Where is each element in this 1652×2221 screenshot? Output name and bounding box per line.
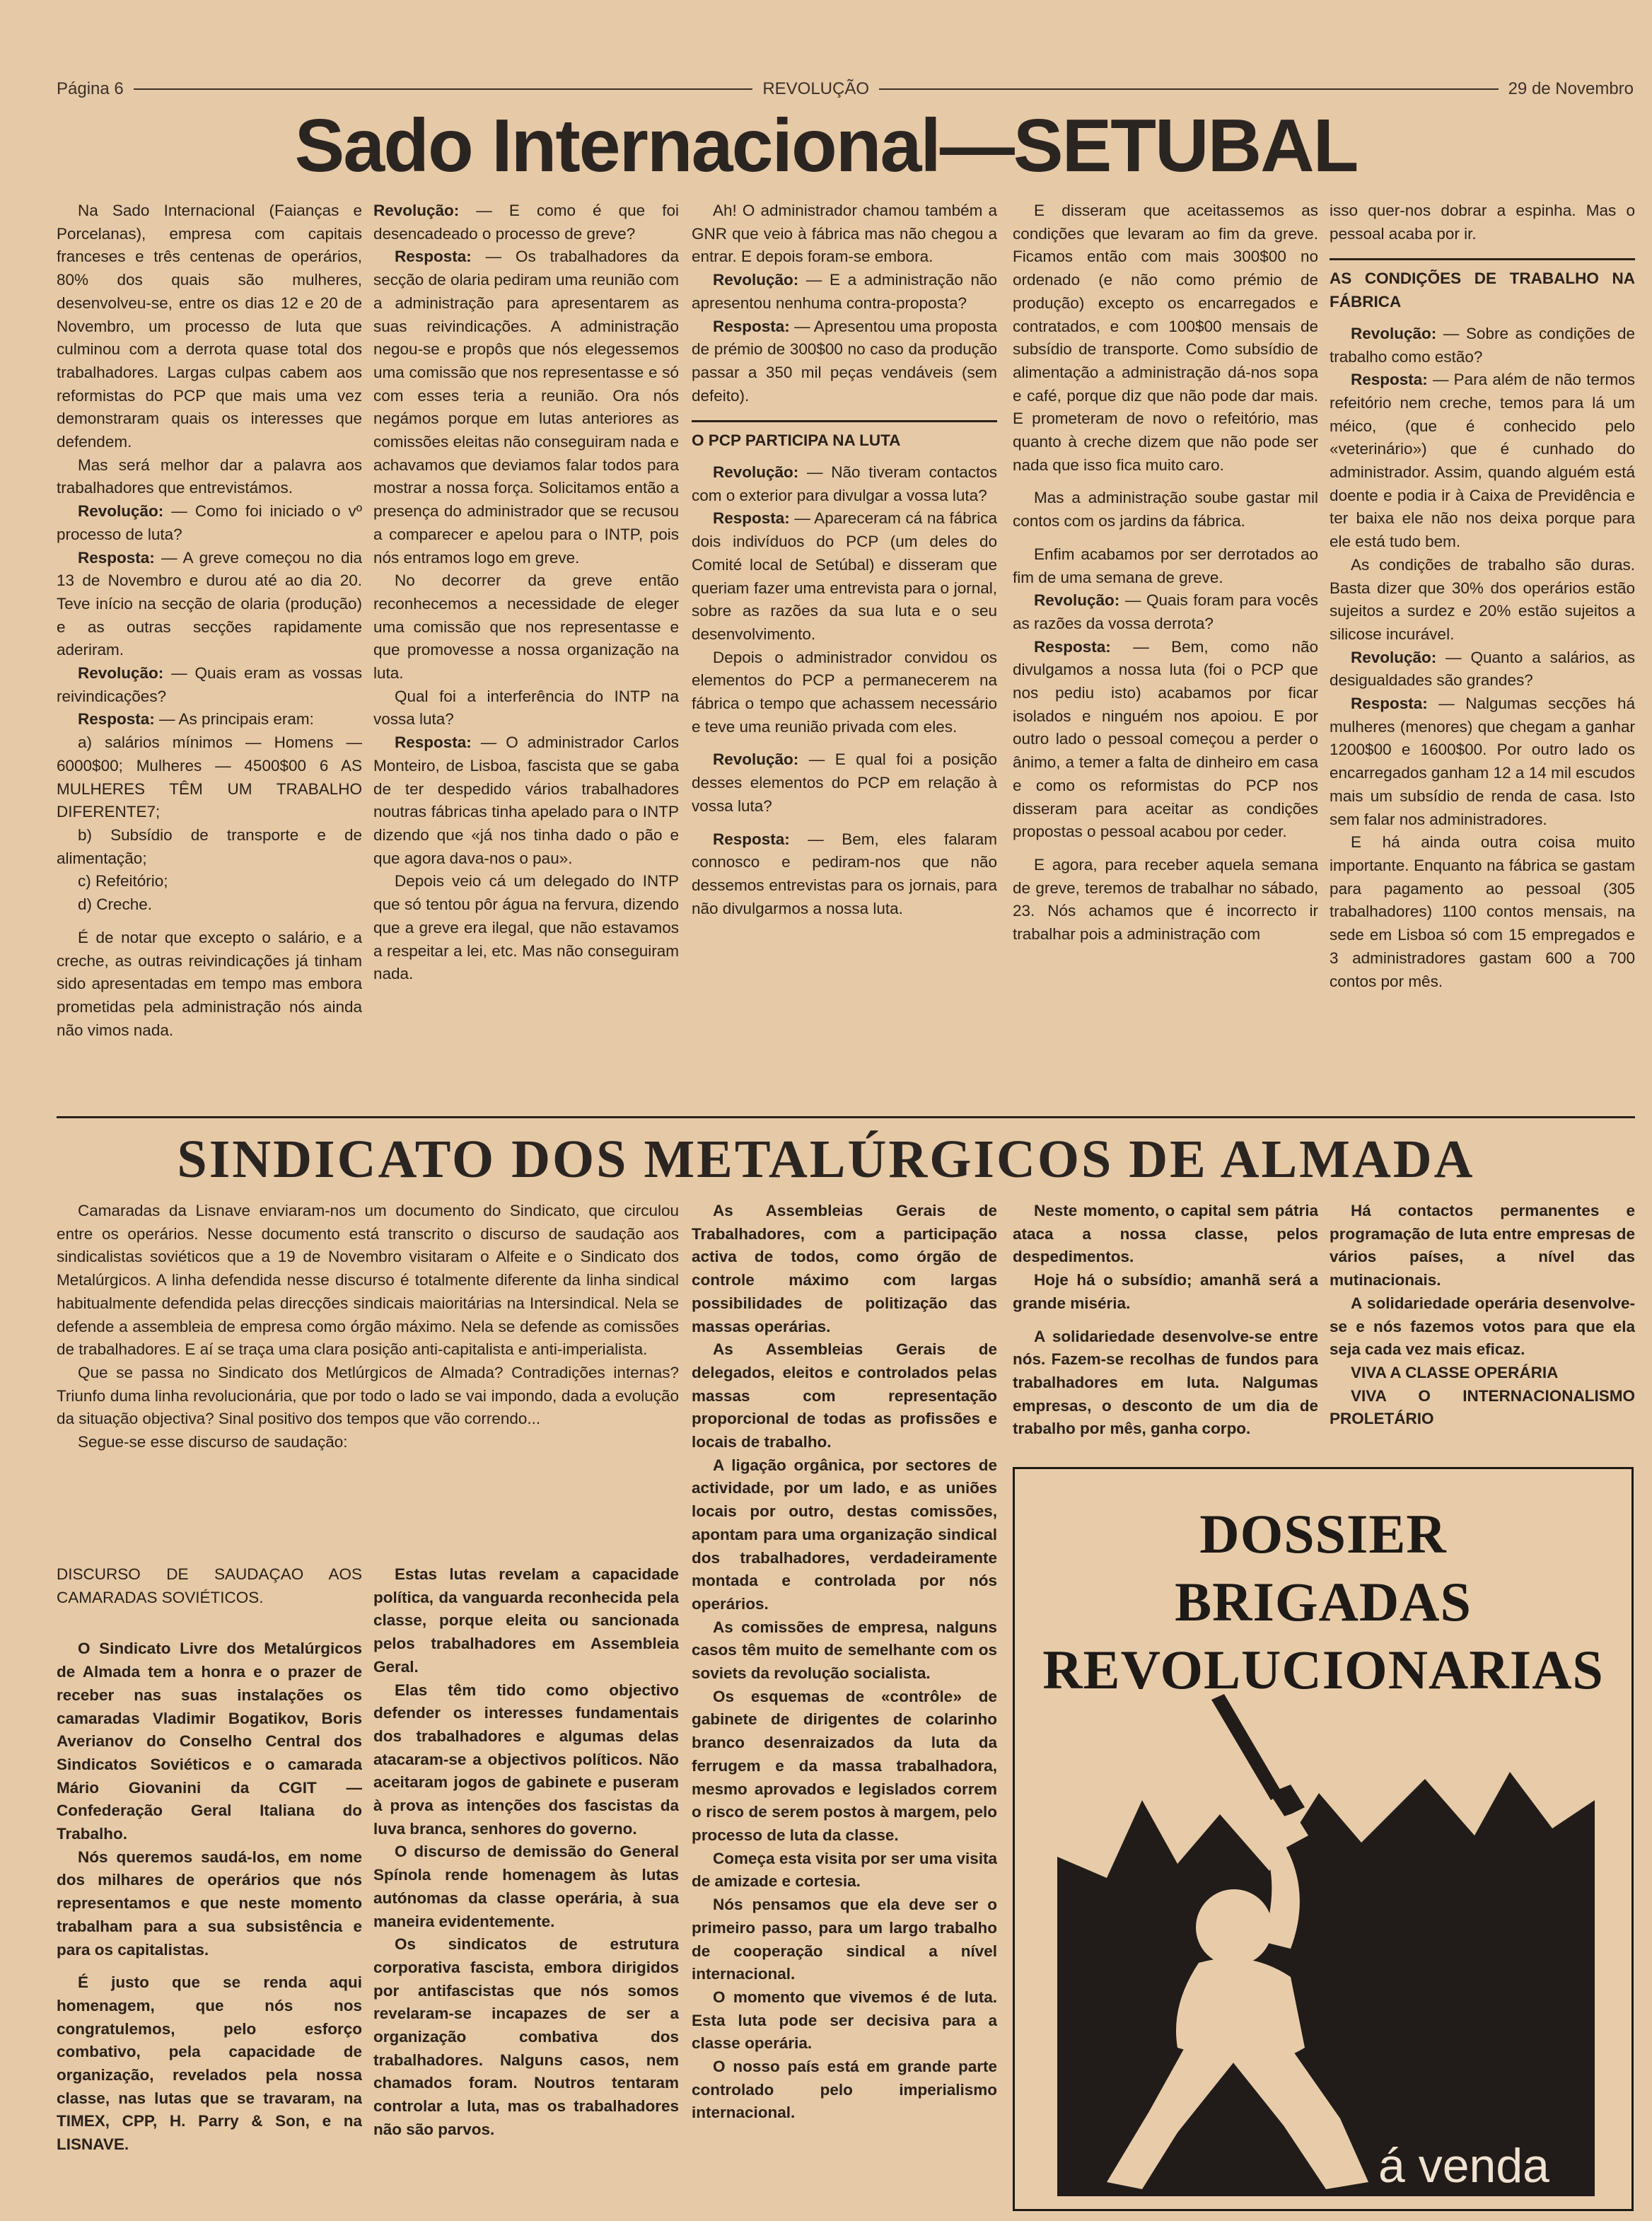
page-number: Página 6 bbox=[57, 79, 124, 98]
paragraph: Resposta: — As principais eram: bbox=[78, 710, 314, 729]
paragraph: Revolução: — Não tiveram contactos com o exterior para divulgar a vossa luta? bbox=[692, 463, 997, 504]
paragraph: Neste momento, o capital sem pátria ataca a nossa classe, pelos despedimentos. bbox=[1013, 1202, 1318, 1266]
article1-column-5 bbox=[1330, 199, 1635, 1112]
speech-title: DISCURSO DE SAUDAÇAO AOS CAMARADAS SOVIÉTICOS. bbox=[57, 1565, 362, 1606]
paragraph: No decorrer da greve então reconhecemos a necessidade de eleger uma comissão que nos representasse e que promovesse a nossa organização na luta. bbox=[373, 572, 679, 683]
paragraph: Depois veio cá um delegado do INTP que só tentou pôr água na fervura, dizendo que a greve era ilegal, que não estavamos a respeitar a lei, etc. Mas não conseguiram nada. bbox=[373, 872, 679, 983]
paragraph: Revolução: — Quais foram para vocês as razões da vossa derrota? bbox=[1013, 591, 1318, 632]
advert-footer: á venda bbox=[1378, 2139, 1549, 2193]
paragraph: Mas será melhor dar a palavra aos trabalhadores que entrevistámos. bbox=[57, 456, 362, 497]
article1-headline: Sado Internacional—SETUBAL bbox=[294, 104, 1358, 187]
paragraph: Ah! O administrador chamou também a GNR que veio à fábrica mas não chegou a entrar. E depois foram-se embora. bbox=[692, 202, 997, 266]
article2-column-3 bbox=[692, 1200, 997, 2186]
paragraph: Nós queremos saudá-los, em nome dos milhares de operários que nós representamos e que neste momento trabalham para a sua subsistência e para os capitalistas. bbox=[57, 1848, 362, 1959]
paragraph: Revolução: — Sobre as condições de trabalho como estão? bbox=[1330, 324, 1635, 366]
article1-column-1 bbox=[57, 199, 362, 1112]
paragraph: d) Creche. bbox=[78, 895, 153, 914]
advert-title-line: DOSSIER bbox=[1199, 1503, 1447, 1565]
paragraph: Nós pensamos que ela deve ser o primeiro passo, para um largo trabalho de cooperação sindical a nível internacional. bbox=[692, 1896, 997, 1983]
paragraph: Camaradas da Lisnave enviaram-nos um documento do Sindicato, que circulou entre os operários. Nesse documento está transcrito o discurso de saudação aos sindicalistas soviéticos que a 19 de Novembro visitaram o Alfeite e o Sindicato dos Metalúrgicos. A linha defendida nesse discurso é totalmente diferente da linha sindical habitualmente defendida pelas direcções sindicais maioritárias na Intersindical. Nela se defende a assembleia de empresa como órgão máximo. Nela se defende as comissões de trabalhadores. E aí se traça uma clara posição anti-capitalista e anti-imperialista. bbox=[57, 1202, 679, 1359]
paragraph: Há contactos permanentes e programação de luta entre empresas de vários países, a nível das mutinacionais. bbox=[1330, 1202, 1635, 1289]
paragraph: E agora, para receber aquela semana de greve, teremos de trabalhar no sábado, 23. Nós achamos que é incorrecto ir trabalhar pois a administração com bbox=[1013, 855, 1318, 944]
paragraph: É justo que se renda aqui homenagem, que nós nos congratulemos, pelo esforço combativo, pela capacidade de organização, revelados pela nossa classe, nas lutas que se travaram, na TIMEX, CPP, H. Parry & Son, e na LISNAVE. bbox=[57, 1973, 362, 2154]
paragraph: Depois o administrador convidou os elementos do PCP a permanecerem na fábrica o tempo que achassem necessário e teve uma reunião privada com eles. bbox=[692, 648, 997, 736]
paragraph: Resposta: — Bem, como não divulgamos a nossa luta (foi o PCP que nos pediu isto) acabamos por ficar isolados e ninguém nos apoiou. E por outro lado o pessoal começou a perder o ânimo, a temer a falta de dinheiro em casa e como os reformistas do PCP nos disseram para aceitar as condições propostas o pessoal acabou por ceder. bbox=[1013, 637, 1318, 841]
paragraph: isso quer-nos dobrar a espinha. Mas o pessoal acaba por ir. bbox=[1330, 202, 1635, 243]
paragraph: E há ainda outra coisa muito importante. Enquanto na fábrica se gastam para pagamento ao pessoal (305 trabalhadores) 1100 contos mensais, na sede em Lisboa só com 15 empregados e 3 administradores gastam 600 a 700 contos por mês. bbox=[1330, 833, 1635, 990]
article2-column-4 bbox=[1013, 1200, 1318, 1454]
paragraph: É de notar que excepto o salário, e a creche, as outras reivindicações já tinham sido apresentadas em tempo mas embora prometidas pela administração nós ainda não vimos nada. bbox=[57, 928, 362, 1039]
paragraph: Qual foi a interferência do INTP na vossa luta? bbox=[373, 687, 679, 729]
advert-title-line: REVOLUCIONARIAS bbox=[1042, 1639, 1604, 1700]
paragraph: Resposta: — A greve começou no dia 13 de Novembro e durou até ao dia 20. Teve início na secção de olaria (produção) e as outras secções rapidamente aderiram. bbox=[57, 548, 362, 659]
paragraph: Elas têm tido como objectivo defender os interesses fundamentais dos trabalhadores e algumas delas atacaram-se a objectivos políticos. Não aceitaram jogos de gabinete e puseram à prova as intenções dos fascistas da luva branca, senhores do governo. bbox=[373, 1681, 679, 1838]
advert-title bbox=[1015, 1500, 1631, 1704]
slogan: VIVA O INTERNACIONALISMO PROLETÁRIO bbox=[1330, 1386, 1635, 1428]
paragraph: O discurso de demissão do General Spínola rende homenagem às lutas autónomas da classe operária, à sua maneira evidentemente. bbox=[373, 1843, 679, 1930]
paragraph: Segue-se esse discurso de saudação: bbox=[78, 1433, 348, 1451]
masthead-rule-left bbox=[134, 88, 753, 90]
paragraph: A solidariedade desenvolve-se entre nós. Fazem-se recolhas de fundos para trabalhadores em luta. Nalgumas empresas, o desconto de um dia de trabalho por mês, ganha corpo. bbox=[1013, 1327, 1318, 1438]
paragraph: Hoje há o subsídio; amanhã será a grande miséria. bbox=[1013, 1271, 1318, 1312]
paragraph: Revolução: — Quanto a salários, as desigualdades são grandes? bbox=[1330, 648, 1635, 690]
paragraph: Resposta: — Apresentou uma proposta de prémio de 300$00 no caso da produção passar a 350 mil peças vendáveis (sem defeito). bbox=[692, 317, 997, 405]
masthead-rule-right bbox=[879, 88, 1499, 90]
paragraph: Revolução: — Quais eram as vossas reivindicações? bbox=[57, 664, 362, 705]
article1-column-4 bbox=[1013, 199, 1318, 1112]
paragraph: Os esquemas de «contrôle» de gabinete de dirigentes de colarinho branco desenraizados da luta da ferrugem e da massa trabalhadora, mesmo aprovados e legislados correm o risco de serem postos à margem, pelo processo de luta da classe. bbox=[692, 1687, 997, 1844]
paragraph: As condições de trabalho são duras. Basta dizer que 30% dos operários estão sujeitos a surdez e 20% estão sujeitos a silicose incurável. bbox=[1330, 555, 1635, 643]
paragraph: Resposta: — Bem, eles falaram connosco e pediram-nos que não dessemos entrevistas para os jornais, para não divulgarmos a nossa luta. bbox=[692, 830, 997, 917]
article2-column-2 bbox=[373, 1563, 679, 2186]
advert-title-line: BRIGADAS bbox=[1175, 1571, 1472, 1633]
subheading: O PCP PARTICIPA NA LUTA bbox=[692, 420, 997, 453]
paragraph: As comissões de empresa, nalguns casos têm muito de semelhante com os soviets da revolução socialista. bbox=[692, 1618, 997, 1683]
article2-column-5 bbox=[1330, 1200, 1635, 1454]
paragraph: A ligação orgânica, por sectores de actividade, por um lado, e as uniões locais por outro, destas comissões, apontam para uma organização sindical dos trabalhadores, verdadeiramente montada e controlada por nós operários. bbox=[692, 1456, 997, 1613]
paragraph: Resposta: — Os trabalhadores da secção de olaria pediram uma reunião com a administração para apresentarem as suas reivindicações. A administração negou-se e propôs que nós elegessemos uma comissão que nos representasse e só com esses teria a reunião. Ora nós negámos porque em lutas anteriores as comissões eleitas não conseguiram nada e achavamos que deviamos falar todos para mostrar a nossa força. Solicitamos então a presença do administrador que se recusou a comparecer e apelou para o INTP, pois nós entramos logo em greve. bbox=[373, 248, 679, 567]
paragraph: Resposta: — O administrador Carlos Monteiro, de Lisboa, fascista que se gaba de ter despedido vários trabalhadores noutras fábricas tinha apelado para o INTP dizendo que «já nos tinha dado o pão e que agora dava-nos o pau». bbox=[373, 733, 679, 867]
paper-name: REVOLUÇÃO bbox=[762, 79, 870, 98]
section-divider bbox=[57, 1116, 1635, 1118]
paragraph: Revolução: — E como é que foi desencadeado o processo de greve? bbox=[373, 202, 679, 243]
paragraph: As Assembleias Gerais de delegados, eleitos e controlados pelas massas com representação proporcional de todas as profissões e locais de trabalho. bbox=[692, 1340, 997, 1451]
guerrilla-illustration bbox=[1057, 1694, 1595, 2196]
article2-intro bbox=[57, 1200, 679, 1525]
slogan: VIVA A CLASSE OPERÁRIA bbox=[1351, 1363, 1559, 1381]
paragraph: O momento que vivemos é de luta. Esta luta pode ser decisiva para a classe operária. bbox=[692, 1988, 997, 2053]
paragraph: Mas a administração soube gastar mil contos com os jardins da fábrica. bbox=[1013, 489, 1318, 530]
paragraph: O Sindicato Livre dos Metalúrgicos de Almada tem a honra e o prazer de receber nas suas instalações os camaradas Vladimir Bogatikov, Boris Averianov do Conselho Central dos Sindicatos Soviéticos e o camarada Mário Giovanini da CGIT — Confederação Geral Italiana do Trabalho. bbox=[57, 1640, 362, 1843]
paragraph: b) Subsídio de transporte e de alimentação; bbox=[57, 825, 362, 867]
paragraph: Começa esta visita por ser uma visita de amizade e cortesia. bbox=[692, 1849, 997, 1891]
article2-headline: SINDICATO DOS METALÚRGICOS DE ALMADA bbox=[177, 1130, 1475, 1189]
subheading: AS CONDIÇÕES DE TRABALHO NA FÁBRICA bbox=[1330, 258, 1635, 313]
paragraph: As Assembleias Gerais de Trabalhadores, com a participação activa de todos, como órgão de controle máximo com largas possibilidades de politização das massas operárias. bbox=[692, 1202, 997, 1335]
paragraph: E disseram que aceitassemos as condições que levaram ao fim da greve. Ficamos então com mais 300$00 no ordenado (e não como prémio de produção) excepto os encarregados e contratados, e com 100$00 mensais de subsídio de transporte. Como subsídio de alimentação a administração dá-nos sopa e café, porque diz que não pode dar mais. E prometeram de novo o refeitório, mas quanto à creche dizem que não pode ser nada que isso fica muito caro. bbox=[1013, 202, 1318, 474]
dossier-advert bbox=[1013, 1467, 1634, 2211]
paragraph: Enfim acabamos por ser derrotados ao fim de uma semana de greve. bbox=[1013, 545, 1318, 586]
masthead bbox=[57, 76, 1634, 102]
paragraph: Resposta: — Apareceram cá na fábrica dois indivíduos do PCP (um deles do Comité local de Setúbal) e disseram que queriam fazer uma entrevista para o jornal, sobre as razões da sua luta e o seu desenvolvimento. bbox=[692, 509, 997, 643]
article1-column-2 bbox=[373, 199, 679, 1112]
issue-date: 29 de Novembro bbox=[1508, 79, 1634, 98]
article1-column-3 bbox=[692, 199, 997, 1112]
paragraph: Estas lutas revelam a capacidade política, da vanguarda reconhecida pela classe, porque eleita ou sancionada pelos trabalhadores em Assembleia Geral. bbox=[373, 1565, 679, 1676]
paragraph: O nosso país está em grande parte controlado pelo imperialismo internacional. bbox=[692, 2058, 997, 2122]
paragraph: A solidariedade operária desenvolve-se e nós fazemos votos para que ela seja cada vez mais eficaz. bbox=[1330, 1294, 1635, 1359]
paragraph: Os sindicatos de estrutura corporativa fascista, embora dirigidos por antifascistas que nós somos revelaram-se incapazes de ser a organização combativa dos trabalhadores. Nalguns casos, nem chamados foram. Noutros tentaram controlar a luta, mas os trabalhadores não são parvos. bbox=[373, 1935, 679, 2138]
paragraph: Revolução: — Como foi iniciado o vº processo de luta? bbox=[57, 502, 362, 543]
paragraph: a) salários mínimos — Homens — 6000$00; Mulheres — 4500$00 6 AS MULHERES TÊM UM TRABALHO DIFERENTE7; bbox=[57, 733, 362, 821]
paragraph: c) Refeitório; bbox=[78, 872, 168, 891]
paragraph: Revolução: — E a administração não apresentou nenhuma contra-proposta? bbox=[692, 271, 997, 312]
paragraph: Que se passa no Sindicato dos Metlúrgicos de Almada? Contradições internas? Triunfo duma linha revolucionária, que por todo o lado se vai impondo, dada a evolução da situação objectiva? Sinal positivo dos tempos que vão correndo... bbox=[57, 1363, 679, 1428]
article2-column-1 bbox=[57, 1563, 362, 2186]
paragraph: Resposta: — Nalgumas secções há mulheres (menores) que chegam a ganhar 1200$00 e 1600$00. Por outro lado os encarregados ganham 12 a 14 mil escudos mais um subsídio de renda de casa. Isto sem falar nos administradores. bbox=[1330, 695, 1635, 828]
paragraph: Revolução: — E qual foi a posição desses elementos do PCP em relação à vossa luta? bbox=[692, 750, 997, 815]
paragraph: Resposta: — Para além de não termos refeitório nem creche, temos para lá um méico, (que é conhecido pelo «veterinário») que é cunhado do administrador. Assim, quando alguém está doente e podia ir à Caixa de Previdência e ter baixa ele não nos deixa porque para ele está tudo bem. bbox=[1330, 371, 1635, 551]
paragraph: Na Sado Internacional (Faianças e Porcelanas), empresa com capitais franceses e três centenas de operários, 80% dos quais são mulheres, desenvolveu-se, entre os dias 12 e 20 de Novembro, um processo de luta que culminou com a derrota quase total dos trabalhadores. Largas culpas cabem aos reformistas do PCP que mais uma vez demonstraram quais os interesses que defendem. bbox=[57, 202, 362, 451]
